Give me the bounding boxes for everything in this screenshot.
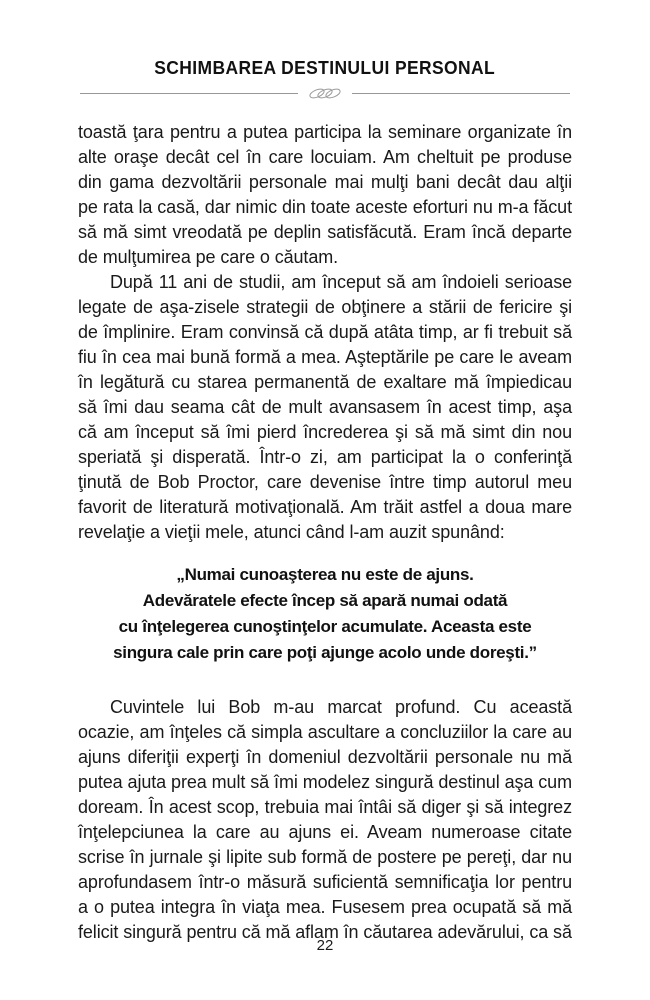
quote-line: Adevăratele efecte încep să apară numai odată bbox=[142, 591, 508, 610]
quote-line: cu înţelegerea cunoştinţelor acumulate. Aceasta este bbox=[118, 617, 532, 636]
paragraph-reflection: Cuvintele lui Bob m-au marcat profund. Cu această ocazie, am înţeles că simpla ascultare a concluziilor la care au ajuns diferiţii experţi în domeniul dezvoltării personale nu mă putea ajuta prea mult să îmi modelez singură destinul aşa cum doream. În acest scop, trebuia mai întâi să diger şi să integrez înţelepciunea la care au ajuns ei. Aveam numeroase citate scrise în jurnale şi lipite sub formă de postere pe pereţi, dar nu aprofundasem într-o măsură suficientă semnificaţia lor pentru a o putea integra în viaţa mea. Fusesem prea ocupată să mă felicit singură pentru că mă aflam în căutarea adevărului, ca să bbox=[78, 697, 572, 942]
quote-line: „Numai cunoaşterea nu este de ajuns. bbox=[176, 565, 474, 584]
quote-line: singura cale prin care poţi ajunge acolo unde doreşti.” bbox=[113, 643, 537, 662]
rope-twist-ornament-icon bbox=[298, 87, 352, 100]
running-head-title: SCHIMBAREA DESTINULUI PERSONAL bbox=[154, 58, 496, 78]
paragraph-continuation: toastă ţara pentru a putea participa la seminare organizate în alte oraşe decât cel în care locuiam. Am cheltuit pe produse din gama dezvoltării personale mai mulţi bani decât dau alţii pe rata la casă, dar nimic din toate aceste eforturi nu m-a făcut să mă simt vreodată pe deplin satisfăcută. Eram încă departe de mulţumirea pe care o căutam. bbox=[78, 122, 572, 267]
page-number: 22 bbox=[316, 937, 334, 954]
bob-proctor-quote bbox=[78, 562, 572, 666]
page-body bbox=[78, 120, 572, 945]
header-divider bbox=[80, 87, 570, 101]
paragraph-doubts: După 11 ani de studii, am început să am îndoieli serioase legate de aşa-zisele strategii de obţinere a stării de fericire şi de împlinire. Eram convinsă că după atâta timp, ar fi trebuit să fiu în cea mai bună formă a mea. Aşteptările pe care le aveam în legătură cu starea permanentă de exaltare mă împiedicau să îmi dau seama cât de mult avansasem în acest timp, aşa că am început să îmi pierd încrederea şi să mă simt din nou speriată şi disperată. Într-o zi, am participat la o conferinţă ţinută de Bob Proctor, care devenise între timp autorul meu favorit de literatură motivaţională. Am trăit astfel a doua mare revelaţie a vieţii mele, atunci când l-am auzit spunând: bbox=[78, 272, 572, 542]
page-header bbox=[0, 0, 650, 79]
